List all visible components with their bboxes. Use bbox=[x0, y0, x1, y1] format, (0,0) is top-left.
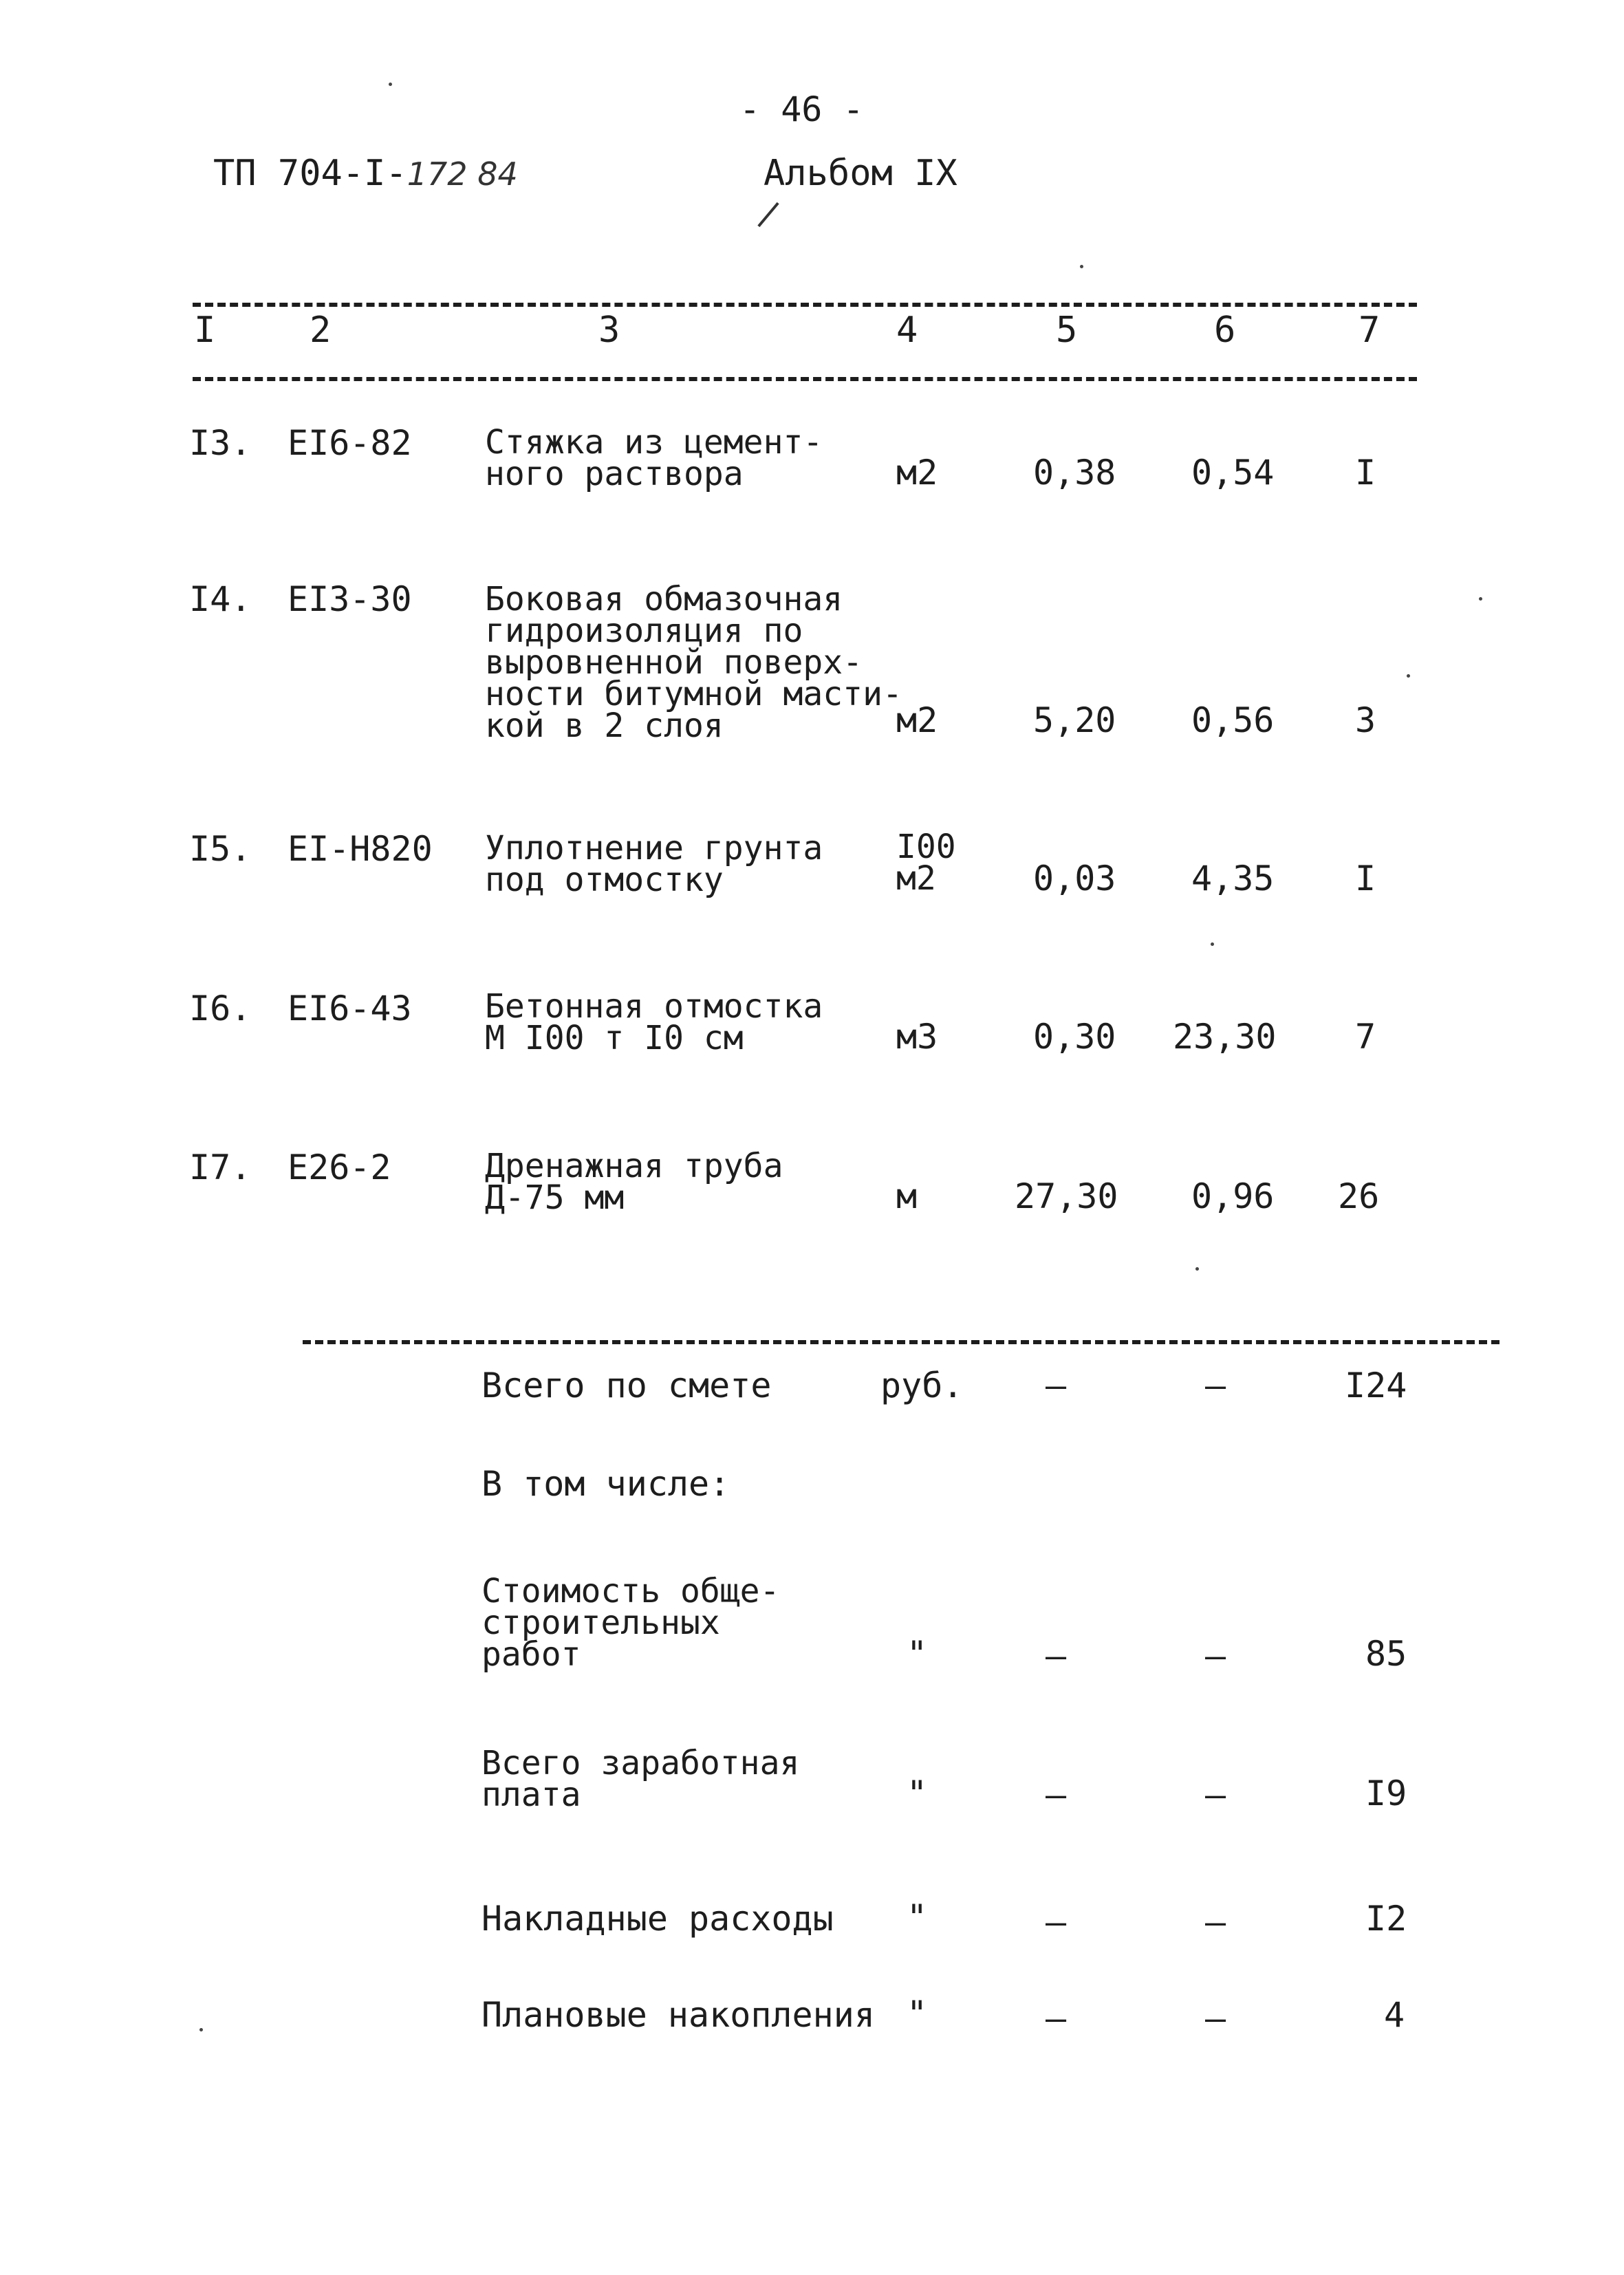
row-unit: м bbox=[896, 1176, 918, 1216]
summary-item-label: Стоимость обще- строительных работ bbox=[481, 1572, 780, 1674]
row-description: Боковая обмазочная гидроизоляция по выровненной поверх- ности битумной масти- кой в 2 слоя bbox=[485, 580, 902, 745]
summary-total-price: – bbox=[1205, 1366, 1226, 1405]
summary-item-price: – bbox=[1205, 1902, 1226, 1942]
summary-item-qty: – bbox=[1046, 1775, 1067, 1815]
pen-tick-mark bbox=[757, 202, 779, 227]
summary-item-label: Плановые накопления bbox=[481, 1995, 875, 2035]
row-description: Уплотнение грунта под отмостку bbox=[485, 829, 823, 899]
summary-item-price: – bbox=[1205, 1775, 1226, 1815]
row-total: I bbox=[1355, 453, 1376, 493]
row-code: EI3-30 bbox=[288, 579, 412, 619]
row-unit: м2 bbox=[896, 700, 938, 740]
summary-item-unit: " bbox=[907, 1634, 928, 1674]
row-quantity: 5,20 bbox=[1033, 700, 1116, 740]
summary-total-unit: руб. bbox=[880, 1366, 964, 1405]
row-quantity: 0,38 bbox=[1033, 453, 1116, 493]
header-bottom-rule bbox=[193, 377, 1417, 381]
summary-total-value: I24 bbox=[1345, 1366, 1407, 1405]
summary-item-label: Всего заработная плата bbox=[481, 1744, 800, 1814]
row-description: Стяжка из цемент- ного раствора bbox=[485, 423, 823, 493]
summary-item-price: – bbox=[1205, 1636, 1226, 1676]
scan-speck bbox=[1211, 942, 1214, 946]
row-quantity: 27,30 bbox=[1015, 1176, 1118, 1216]
column-number-7: 7 bbox=[1358, 310, 1381, 351]
column-number-1: I bbox=[194, 310, 216, 351]
summary-item-qty: – bbox=[1046, 1998, 1067, 2038]
summary-including-label: В том числе: bbox=[481, 1464, 730, 1504]
row-number: I5. bbox=[189, 829, 252, 869]
summary-item-unit: " bbox=[907, 1897, 928, 1937]
summary-item-unit: " bbox=[907, 1994, 928, 2034]
row-quantity: 0,03 bbox=[1033, 859, 1116, 898]
summary-item-value: I9 bbox=[1365, 1773, 1407, 1813]
summary-total-label: Всего по смете bbox=[481, 1366, 772, 1405]
row-unit-cost: 0,96 bbox=[1191, 1176, 1275, 1216]
row-unit: м3 bbox=[896, 1017, 938, 1057]
summary-item-price: – bbox=[1205, 1998, 1226, 2038]
row-total: I bbox=[1355, 859, 1376, 898]
summary-item-value: I2 bbox=[1365, 1899, 1407, 1939]
column-number-3: 3 bbox=[598, 310, 620, 351]
row-code: EI6-82 bbox=[288, 423, 412, 463]
summary-total-qty: – bbox=[1046, 1366, 1067, 1405]
document-code-typed: ТП 704-I- bbox=[213, 153, 407, 194]
scan-speck bbox=[1407, 674, 1410, 678]
column-number-2: 2 bbox=[310, 310, 332, 351]
scan-speck bbox=[1080, 265, 1083, 268]
row-unit: I00 м2 bbox=[896, 828, 956, 898]
row-code: E26-2 bbox=[288, 1147, 391, 1187]
scan-speck bbox=[1195, 1267, 1199, 1271]
row-description: Бетонная отмостка М I00 т I0 см bbox=[485, 987, 823, 1057]
document-code-handwritten: 172 84 bbox=[407, 155, 518, 193]
row-number: I7. bbox=[189, 1147, 252, 1187]
row-unit-cost: 0,56 bbox=[1191, 700, 1275, 740]
row-description: Дренажная труба Д-75 мм bbox=[485, 1147, 783, 1217]
scan-speck bbox=[199, 2028, 203, 2031]
row-unit: м2 bbox=[896, 453, 938, 493]
column-number-5: 5 bbox=[1056, 310, 1078, 351]
row-number: I6. bbox=[189, 989, 252, 1028]
header-top-rule bbox=[193, 303, 1417, 307]
row-code: EI-H820 bbox=[288, 829, 433, 869]
row-number: I4. bbox=[189, 579, 252, 619]
row-number: I3. bbox=[189, 423, 252, 463]
summary-item-value: 4 bbox=[1384, 1995, 1405, 2035]
summary-rule bbox=[303, 1340, 1500, 1344]
summary-item-qty: – bbox=[1046, 1902, 1067, 1942]
summary-item-unit: " bbox=[907, 1773, 928, 1813]
row-quantity: 0,30 bbox=[1033, 1017, 1116, 1057]
summary-item-label: Накладные расходы bbox=[481, 1899, 834, 1939]
column-number-4: 4 bbox=[896, 310, 918, 351]
row-total: 3 bbox=[1355, 700, 1376, 740]
row-total: 26 bbox=[1338, 1176, 1380, 1216]
scan-speck bbox=[1479, 597, 1482, 601]
row-unit-cost: 4,35 bbox=[1191, 859, 1275, 898]
scan-speck bbox=[389, 83, 392, 86]
row-unit-cost: 23,30 bbox=[1173, 1017, 1277, 1057]
row-code: EI6-43 bbox=[288, 989, 412, 1028]
column-number-6: 6 bbox=[1214, 310, 1236, 351]
document-code bbox=[213, 153, 518, 194]
row-total: 7 bbox=[1355, 1017, 1376, 1057]
summary-item-qty: – bbox=[1046, 1636, 1067, 1676]
album-label: Альбом IX bbox=[764, 153, 957, 194]
row-unit-cost: 0,54 bbox=[1191, 453, 1275, 493]
summary-item-value: 85 bbox=[1365, 1634, 1407, 1674]
page-number: - 46 - bbox=[739, 89, 864, 129]
